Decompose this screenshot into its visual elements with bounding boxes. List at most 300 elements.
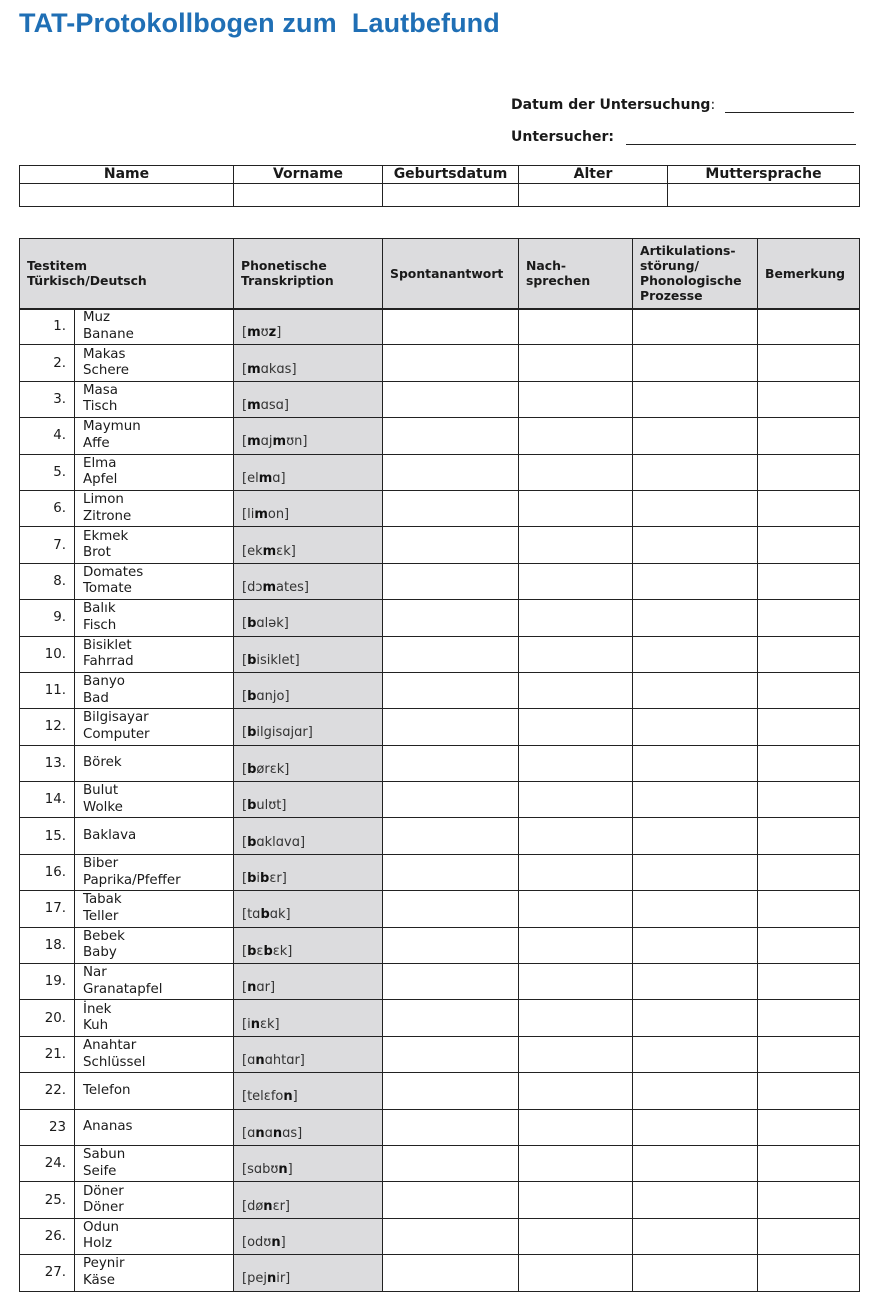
repetition-field[interactable] (519, 454, 633, 490)
articulation-field[interactable] (633, 1000, 758, 1036)
repetition-field[interactable] (519, 600, 633, 636)
transcription-part: [telɛfo (242, 1089, 284, 1105)
target-sound: b (247, 616, 257, 632)
item-transcription (234, 1109, 383, 1145)
transcription-part: ɑj (260, 434, 273, 450)
transcription-part: [pej (242, 1271, 267, 1287)
spontaneous-answer-field[interactable] (383, 709, 519, 745)
repetition-field[interactable] (519, 745, 633, 781)
target-sound: b (247, 725, 257, 741)
item-turkish: Bebek (83, 928, 125, 944)
remark-field[interactable] (758, 1036, 860, 1072)
table-row (20, 1182, 860, 1218)
item-transcription (234, 381, 383, 417)
item-words (75, 636, 234, 672)
target-sound: n (271, 1234, 281, 1250)
item-words (75, 782, 234, 818)
repetition-field[interactable] (519, 782, 633, 818)
articulation-field[interactable] (633, 854, 758, 890)
transcription-part: ilgisɑjɑr] (256, 725, 313, 741)
item-words (75, 745, 234, 781)
transcription-part: [ (242, 689, 248, 705)
item-number: 18. (20, 927, 75, 963)
table-row (20, 563, 860, 599)
item-german: Tisch (83, 399, 118, 415)
spontaneous-answer-field[interactable] (383, 418, 519, 454)
articulation-field[interactable] (633, 818, 758, 854)
header-repetition (519, 239, 633, 309)
item-number: 21. (20, 1036, 75, 1072)
item-words (75, 854, 234, 890)
remark-field[interactable] (758, 563, 860, 599)
articulation-field[interactable] (633, 1255, 758, 1291)
remark-field[interactable] (758, 854, 860, 890)
item-number: 20. (20, 1000, 75, 1036)
transcription-part: ] (280, 1234, 286, 1250)
item-number: 10. (20, 636, 75, 672)
table-row (20, 745, 860, 781)
transcription-part: ɑ (264, 1125, 273, 1141)
transcription-part: [ (242, 980, 248, 996)
spontaneous-answer-field[interactable] (383, 1218, 519, 1254)
item-number: 8. (20, 563, 75, 599)
spontaneous-answer-field[interactable] (383, 490, 519, 526)
item-transcription (234, 672, 383, 708)
item-words (75, 672, 234, 708)
articulation-field[interactable] (633, 891, 758, 927)
item-german: Kuh (83, 1018, 109, 1034)
spontaneous-answer-field[interactable] (383, 527, 519, 563)
transcription-part: ørɛk] (256, 761, 290, 777)
transcription-part: [dɔ (242, 579, 263, 595)
item-german: Zitrone (83, 508, 132, 524)
articulation-field[interactable] (633, 709, 758, 745)
transcription-part: ɑ] (272, 470, 286, 486)
remark-field[interactable] (758, 454, 860, 490)
item-number: 17. (20, 891, 75, 927)
item-german: Apfel (83, 472, 118, 488)
spontaneous-answer-field[interactable] (383, 563, 519, 599)
target-sound: m (262, 543, 277, 559)
articulation-field[interactable] (633, 782, 758, 818)
spontaneous-answer-field[interactable] (383, 854, 519, 890)
target-sound: b (263, 943, 273, 959)
articulation-field[interactable] (633, 490, 758, 526)
articulation-field[interactable] (633, 345, 758, 381)
examiner-label: Untersucher: (511, 129, 614, 145)
item-turkish: Ekmek (83, 528, 129, 544)
repetition-field[interactable] (519, 1182, 633, 1218)
repetition-field[interactable] (519, 964, 633, 1000)
transcription-part: ɛr] (272, 1198, 291, 1214)
repetition-field[interactable] (519, 309, 633, 345)
header-articulation-line4: Prozesse (640, 288, 703, 304)
target-sound: b (247, 652, 257, 668)
transcription-part: ] (287, 1162, 293, 1178)
item-number: 4. (20, 418, 75, 454)
item-turkish: Muz (83, 310, 111, 326)
remark-field[interactable] (758, 672, 860, 708)
repetition-field[interactable] (519, 672, 633, 708)
articulation-field[interactable] (633, 1109, 758, 1145)
spontaneous-answer-field[interactable] (383, 454, 519, 490)
spontaneous-answer-field[interactable] (383, 600, 519, 636)
remark-field[interactable] (758, 818, 860, 854)
item-turkish: Sabun (83, 1147, 126, 1163)
item-words (75, 1145, 234, 1181)
table-row (20, 490, 860, 526)
transcription-part: [ek (242, 543, 263, 559)
item-german: Holz (83, 1236, 113, 1252)
spontaneous-answer-field[interactable] (383, 381, 519, 417)
spontaneous-answer-field[interactable] (383, 1000, 519, 1036)
item-turkish: Elma (83, 455, 117, 471)
table-row (20, 891, 860, 927)
item-words (75, 1036, 234, 1072)
target-sound: m (247, 434, 261, 450)
item-words (75, 381, 234, 417)
item-transcription (234, 891, 383, 927)
item-transcription (234, 1255, 383, 1291)
spontaneous-answer-field[interactable] (383, 1145, 519, 1181)
repetition-field[interactable] (519, 1145, 633, 1181)
header-spontaneous: Spontanantwort (383, 239, 519, 309)
remark-field[interactable] (758, 309, 860, 345)
remark-field[interactable] (758, 891, 860, 927)
articulation-field[interactable] (633, 309, 758, 345)
item-transcription (234, 454, 383, 490)
remark-field[interactable] (758, 600, 860, 636)
exam-date-label: Datum der Untersuchung (511, 97, 711, 113)
table-row (20, 1255, 860, 1291)
target-sound: n (255, 1053, 265, 1068)
item-german: Brot (83, 545, 111, 561)
target-sound: m (247, 361, 261, 377)
articulation-field[interactable] (633, 563, 758, 599)
repetition-field[interactable] (519, 1109, 633, 1145)
articulation-field[interactable] (633, 600, 758, 636)
repetition-field[interactable] (519, 927, 633, 963)
header-testitem-line1: Testitem (27, 258, 87, 274)
examiner-field[interactable] (626, 131, 856, 145)
table-row (20, 1109, 860, 1145)
item-number: 13. (20, 745, 75, 781)
firstname-field[interactable] (234, 184, 383, 207)
remark-field[interactable] (758, 418, 860, 454)
remark-field[interactable] (758, 745, 860, 781)
spontaneous-answer-field[interactable] (383, 1073, 519, 1109)
target-sound: b (247, 798, 257, 814)
articulation-field[interactable] (633, 527, 758, 563)
repetition-field[interactable] (519, 818, 633, 854)
header-phonetic-line2: Transkription (241, 273, 334, 289)
person-header-firstname: Vorname (234, 166, 383, 184)
item-transcription (234, 745, 383, 781)
table-row (20, 964, 860, 1000)
articulation-field[interactable] (633, 745, 758, 781)
repetition-field[interactable] (519, 563, 633, 599)
repetition-field[interactable] (519, 1000, 633, 1036)
person-header-birthdate: Geburtsdatum (383, 166, 519, 184)
transcription-part: ɛk] (272, 943, 293, 959)
item-turkish: Bilgisayar (83, 710, 149, 726)
transcription-part: [ (242, 325, 248, 341)
repetition-field[interactable] (519, 381, 633, 417)
table-row (20, 636, 860, 672)
target-sound: n (255, 1125, 265, 1141)
transcription-part: [odʊ (242, 1234, 272, 1250)
transcription-part: [ (242, 434, 248, 450)
item-german: Affe (83, 435, 110, 451)
table-row (20, 1073, 860, 1109)
remark-field[interactable] (758, 490, 860, 526)
articulation-field[interactable] (633, 1073, 758, 1109)
remark-field[interactable] (758, 345, 860, 381)
transcription-part: [dø (242, 1198, 264, 1214)
item-number: 27. (20, 1255, 75, 1291)
item-transcription (234, 818, 383, 854)
item-words (75, 1255, 234, 1291)
articulation-field[interactable] (633, 418, 758, 454)
spontaneous-answer-field[interactable] (383, 745, 519, 781)
item-words (75, 490, 234, 526)
item-number: 15. (20, 818, 75, 854)
repetition-field[interactable] (519, 1036, 633, 1072)
spontaneous-answer-field[interactable] (383, 672, 519, 708)
item-words (75, 964, 234, 1000)
name-field[interactable] (20, 184, 234, 207)
remark-field[interactable] (758, 1000, 860, 1036)
transcription-part: [ (242, 798, 248, 814)
transcription-part: [ (242, 834, 248, 850)
repetition-field[interactable] (519, 527, 633, 563)
item-words (75, 927, 234, 963)
header-testitem-line2: Türkisch/Deutsch (27, 273, 147, 289)
articulation-field[interactable] (633, 1036, 758, 1072)
item-transcription (234, 1036, 383, 1072)
transcription-part: ɑhtɑr] (264, 1053, 305, 1068)
transcription-part: [ɑ (242, 1125, 256, 1141)
repetition-field[interactable] (519, 418, 633, 454)
articulation-field[interactable] (633, 381, 758, 417)
item-words (75, 818, 234, 854)
protocol-header-row (20, 239, 860, 309)
table-row (20, 1000, 860, 1036)
item-transcription (234, 490, 383, 526)
repetition-field[interactable] (519, 636, 633, 672)
item-number: 11. (20, 672, 75, 708)
remark-field[interactable] (758, 1109, 860, 1145)
item-number: 14. (20, 782, 75, 818)
item-turkish: Balık (83, 601, 116, 617)
transcription-part: [ (242, 725, 248, 741)
transcription-part: ʊn] (286, 434, 308, 450)
table-row (20, 854, 860, 890)
spontaneous-answer-field[interactable] (383, 1036, 519, 1072)
repetition-field[interactable] (519, 891, 633, 927)
item-turkish: Domates (83, 564, 144, 580)
item-number: 9. (20, 600, 75, 636)
repetition-field[interactable] (519, 345, 633, 381)
remark-field[interactable] (758, 1073, 860, 1109)
repetition-field[interactable] (519, 1255, 633, 1291)
item-number: 26. (20, 1218, 75, 1254)
item-number: 25. (20, 1182, 75, 1218)
repetition-field[interactable] (519, 854, 633, 890)
repetition-field[interactable] (519, 709, 633, 745)
spontaneous-answer-field[interactable] (383, 927, 519, 963)
transcription-part: ] (276, 325, 282, 341)
item-turkish: Biber (83, 856, 119, 872)
table-row (20, 1145, 860, 1181)
remark-field[interactable] (758, 636, 860, 672)
transcription-part: [ (242, 616, 248, 632)
remark-field[interactable] (758, 381, 860, 417)
transcription-part: [ (242, 397, 248, 413)
remark-field[interactable] (758, 527, 860, 563)
articulation-field[interactable] (633, 927, 758, 963)
articulation-field[interactable] (633, 672, 758, 708)
remark-field[interactable] (758, 1255, 860, 1291)
transcription-part: ] (292, 1089, 298, 1105)
transcription-part: ɑsɑ (260, 397, 284, 413)
transcription-part: on] (267, 507, 290, 523)
transcription-part: ɑlək] (256, 616, 289, 632)
item-turkish: Banyo (83, 674, 125, 690)
target-sound: n (263, 1198, 273, 1214)
articulation-field[interactable] (633, 1182, 758, 1218)
item-transcription (234, 927, 383, 963)
item-transcription (234, 563, 383, 599)
item-number: 3. (20, 381, 75, 417)
exam-date-line (511, 97, 854, 113)
item-turkish: Makas (83, 346, 126, 362)
exam-date-colon: : (710, 97, 716, 113)
target-sound: z (268, 325, 277, 341)
articulation-field[interactable] (633, 454, 758, 490)
item-turkish: Döner (83, 1183, 124, 1199)
spontaneous-answer-field[interactable] (383, 345, 519, 381)
transcription-part: ir] (276, 1271, 291, 1287)
remark-field[interactable] (758, 927, 860, 963)
target-sound: b (247, 761, 257, 777)
transcription-part: ɑs] (282, 1125, 303, 1141)
repetition-field[interactable] (519, 1073, 633, 1109)
table-row (20, 309, 860, 345)
transcription-part: ɛr] (269, 871, 287, 887)
articulation-field[interactable] (633, 964, 758, 1000)
remark-field[interactable] (758, 709, 860, 745)
remark-field[interactable] (758, 1182, 860, 1218)
spontaneous-answer-field[interactable] (383, 636, 519, 672)
target-sound: b (247, 943, 257, 959)
item-transcription (234, 636, 383, 672)
remark-field[interactable] (758, 1218, 860, 1254)
item-german: Teller (83, 908, 119, 924)
spontaneous-answer-field[interactable] (383, 1255, 519, 1291)
target-sound: m (254, 507, 268, 523)
item-words (75, 563, 234, 599)
header-articulation-line1: Artikulations- (640, 243, 736, 259)
item-words (75, 600, 234, 636)
item-words (75, 1218, 234, 1254)
remark-field[interactable] (758, 782, 860, 818)
transcription-part: [li (242, 507, 255, 523)
item-words (75, 709, 234, 745)
articulation-field[interactable] (633, 1218, 758, 1254)
transcription-part: [ (242, 943, 248, 959)
item-words (75, 891, 234, 927)
spontaneous-answer-field[interactable] (383, 818, 519, 854)
target-sound: m (247, 325, 261, 341)
item-transcription (234, 1000, 383, 1036)
transcription-part: ] (283, 397, 289, 413)
item-turkish: Tabak (83, 892, 122, 908)
spontaneous-answer-field[interactable] (383, 964, 519, 1000)
item-turkish: Börek (83, 755, 122, 771)
person-table (19, 165, 860, 207)
item-transcription (234, 527, 383, 563)
target-sound: b (247, 834, 257, 850)
item-german: Seife (83, 1163, 117, 1179)
item-words (75, 1073, 234, 1109)
table-row (20, 818, 860, 854)
transcription-part: [ (242, 871, 248, 887)
birthdate-field[interactable] (383, 184, 519, 207)
table-row (20, 527, 860, 563)
item-turkish: İnek (83, 1001, 112, 1017)
transcription-part: [ (242, 652, 248, 668)
table-row (20, 1218, 860, 1254)
transcription-part: [ (242, 761, 248, 777)
item-german: Döner (83, 1200, 124, 1216)
table-row (20, 672, 860, 708)
language-field[interactable] (668, 184, 860, 207)
spontaneous-answer-field[interactable] (383, 891, 519, 927)
table-row (20, 454, 860, 490)
header-articulation (633, 239, 758, 309)
exam-date-field[interactable] (725, 99, 854, 113)
transcription-part: [el (242, 470, 259, 486)
spontaneous-answer-field[interactable] (383, 1182, 519, 1218)
target-sound: n (283, 1089, 293, 1105)
articulation-field[interactable] (633, 636, 758, 672)
spontaneous-answer-field[interactable] (383, 782, 519, 818)
header-testitem (20, 239, 234, 309)
item-number: 2. (20, 345, 75, 381)
table-row (20, 418, 860, 454)
spontaneous-answer-field[interactable] (383, 1109, 519, 1145)
repetition-field[interactable] (519, 490, 633, 526)
protocol-table (19, 238, 860, 1292)
item-german: Bad (83, 690, 109, 706)
item-words (75, 418, 234, 454)
item-turkish: Telefon (83, 1082, 131, 1098)
repetition-field[interactable] (519, 1218, 633, 1254)
transcription-part: ɑr] (256, 980, 276, 996)
articulation-field[interactable] (633, 1145, 758, 1181)
spontaneous-answer-field[interactable] (383, 309, 519, 345)
item-turkish: Anahtar (83, 1038, 137, 1053)
transcription-part: isiklet] (256, 652, 300, 668)
transcription-part: ɛk] (259, 1016, 280, 1032)
item-turkish: Limon (83, 492, 124, 508)
item-transcription (234, 1145, 383, 1181)
person-header-age: Alter (519, 166, 668, 184)
remark-field[interactable] (758, 964, 860, 1000)
remark-field[interactable] (758, 1145, 860, 1181)
age-field[interactable] (519, 184, 668, 207)
